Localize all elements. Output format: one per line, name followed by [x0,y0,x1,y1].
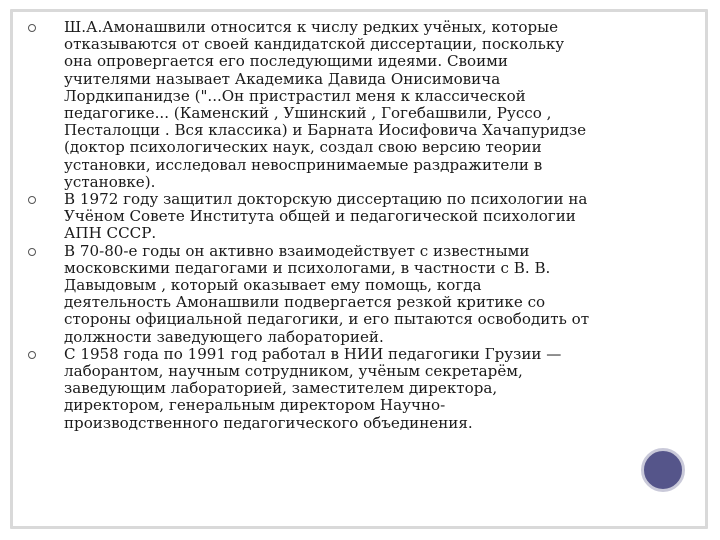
bullet-text-4 [64,346,628,432]
bullet-4-line: директором, генеральным директором Научно- [64,396,446,415]
bullet-text-2 [64,191,628,243]
bullet-3-line: деятельность Амонашвили подвергается резкой критике со [64,293,546,312]
bullet-1-line: Песталоцци . Вся классика) и Барната Иосифовича Хачапуридзе [64,121,587,140]
bullet-1-line: педагогике... (Каменский , Ушинский , Гогебашвили, Руссо , [64,104,552,123]
bullet-3-line: Давыдовым , который оказывает ему помощь, когда [64,276,482,295]
bullet-4-line: С 1958 года по 1991 год работал в НИИ педагогики Грузии — [64,344,562,363]
decorative-circle-icon [641,448,685,492]
bullet-1-line: отказываются от своей кандидатской диссертации, поскольку [64,35,565,54]
bullet-4-line: заведующим лабораторией, заместителем директора, [64,379,498,398]
bullet-1-line: (доктор психологических наук, создал свою версию теории [64,138,542,157]
bullet-1-line: Ш.А.Амонашвили относится к числу редких учёных, которые [64,18,559,36]
bullet-1-line: она опровергается его последующими идеями. Своими [64,52,508,71]
bullet-3-line: должности заведующего лабораторией. [64,327,384,346]
bullet-2-line: АПН СССР. [64,224,157,243]
bullet-1-line: установки, исследовал невоспринимаемые раздражители в [64,155,543,174]
bullet-3-line: стороны официальной педагогики, и его пытаются освободить от [64,310,590,329]
bullet-3-line: В 70-80-е годы он активно взаимодействует с известными [64,241,530,260]
bullet-item-1 [28,19,628,191]
bullet-3-line: московскими педагогами и психологами, в частности с В. В. [64,258,551,277]
bullet-1-line: установке). [64,172,156,191]
bullet-1-line: учителями называет Академика Давида Онисимовича [64,69,501,88]
bullet-item-3 [28,243,628,346]
bullet-text-3 [64,243,628,346]
bullet-circle-icon [28,196,36,204]
bullet-4-line: лаборантом, научным сотрудником, учёным секретарём, [64,362,523,381]
bullet-circle-icon [28,24,36,32]
bullet-list [28,19,628,432]
bullet-item-2 [28,191,628,243]
bullet-2-line: В 1972 году защитил докторскую диссертацию по психологии на [64,190,588,209]
bullet-4-line: производственного педагогического объединения. [64,413,473,432]
bullet-text-1 [64,19,628,191]
bullet-circle-icon [28,351,36,359]
bullet-1-line: Лордкипанидзе ("...Он пристрастил меня к классической [64,86,526,105]
bullet-2-line: Учёном Совете Института общей и педагогической психологии [64,207,576,226]
bullet-circle-icon [28,248,36,256]
bullet-item-4 [28,346,628,432]
slide-content [28,19,628,432]
